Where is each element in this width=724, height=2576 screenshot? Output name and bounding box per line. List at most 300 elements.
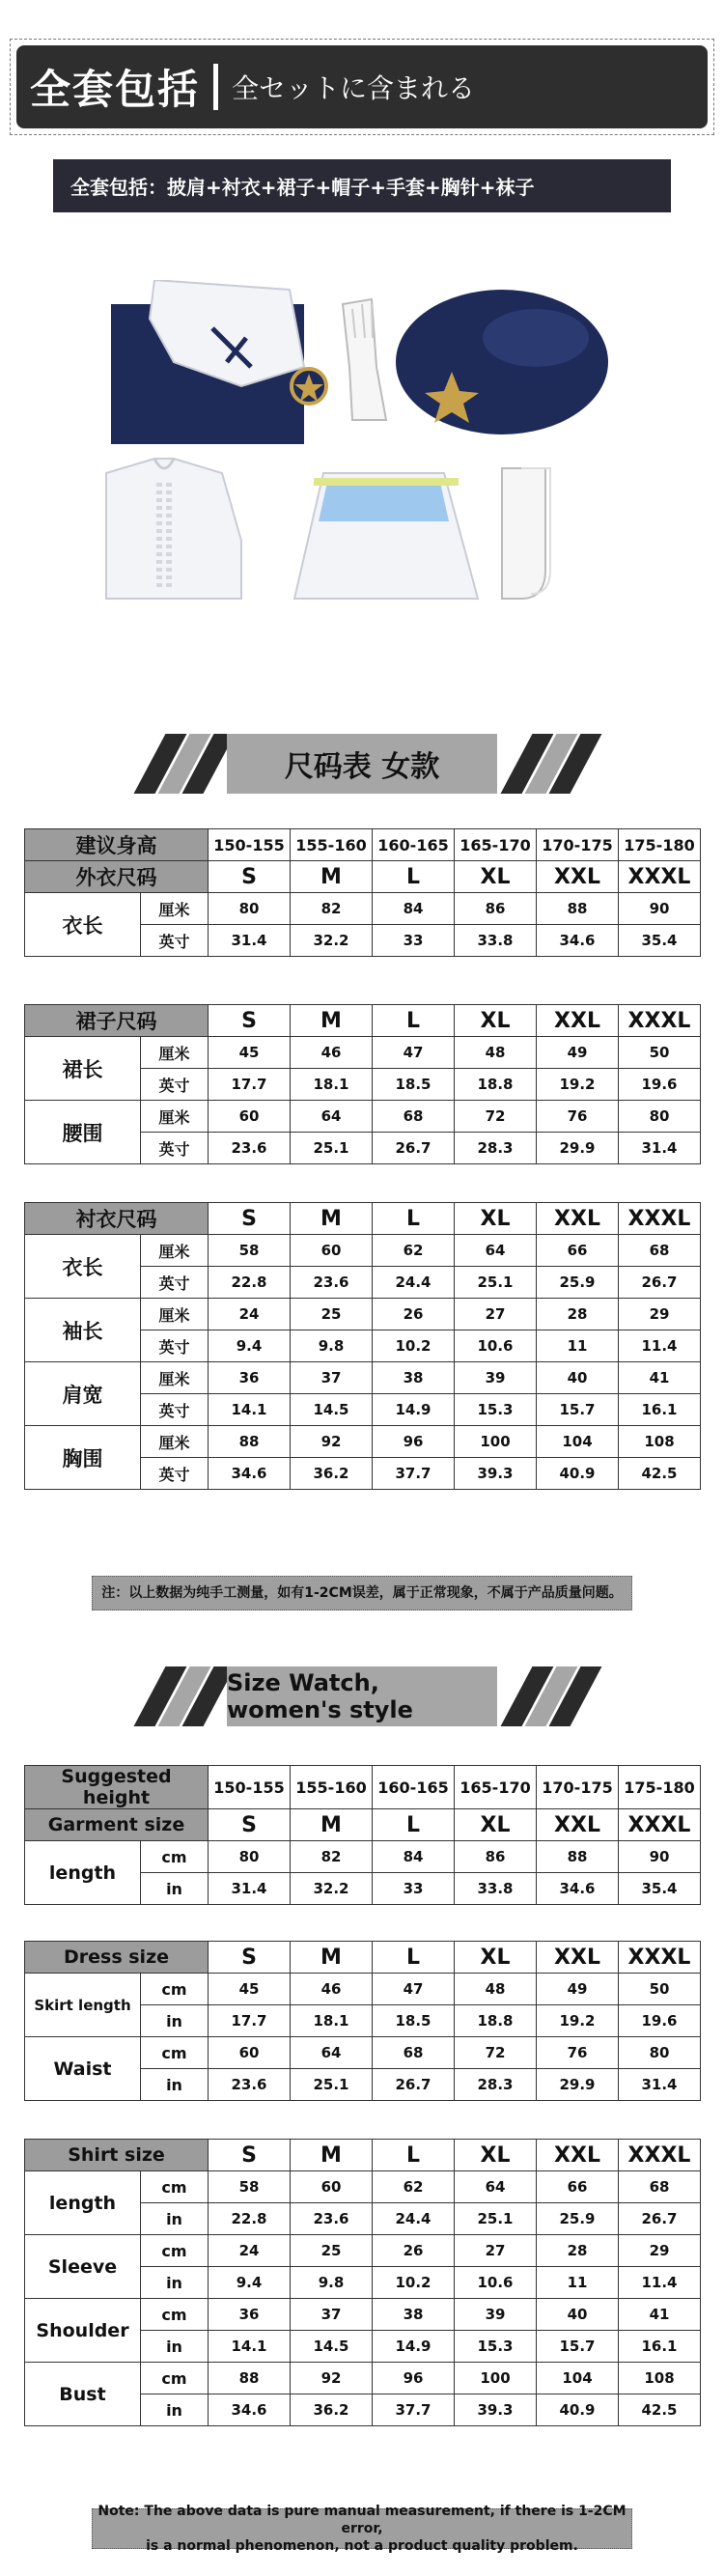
value-cell: 23.6 (291, 2203, 373, 2235)
table-row (25, 2363, 701, 2394)
value-cell: 72 (455, 1101, 537, 1133)
size-cell: M (291, 1809, 373, 1841)
value-cell: 41 (619, 2299, 701, 2331)
size-cell: M (291, 1942, 373, 1974)
value-cell: 9.4 (209, 1330, 291, 1362)
zh-shirt-table (24, 1202, 701, 1490)
value-cell: 50 (619, 1037, 701, 1069)
value-cell: 76 (537, 2037, 619, 2069)
value-cell: 40.9 (537, 1458, 619, 1490)
en-note (92, 2503, 632, 2555)
unit-cell: cm (141, 2235, 209, 2267)
value-cell: 25.1 (455, 1267, 537, 1299)
size-cell: S (209, 861, 291, 893)
value-cell: 18.8 (455, 1069, 537, 1101)
value-cell: 19.2 (537, 2005, 619, 2037)
size-cell: XXL (537, 861, 619, 893)
value-cell: 39 (455, 2299, 537, 2331)
value-cell: 64 (291, 2037, 373, 2069)
unit-cell: 厘米 (141, 1101, 209, 1133)
value-cell: 64 (455, 2171, 537, 2203)
value-cell: 17.7 (209, 1069, 291, 1101)
value-cell: 25.1 (455, 2203, 537, 2235)
value-cell: 26.7 (373, 1133, 455, 1164)
size-cell: XL (455, 1809, 537, 1841)
value-cell: 60 (209, 2037, 291, 2069)
value-cell: 39 (455, 1362, 537, 1394)
zh-garment-table (24, 828, 701, 957)
value-cell: 60 (209, 1101, 291, 1133)
value-cell: 29 (619, 2235, 701, 2267)
value-cell: 86 (455, 893, 537, 925)
value-cell: 18.5 (373, 2005, 455, 2037)
height-cell: 170-175 (537, 1766, 619, 1809)
value-cell: 18.1 (291, 2005, 373, 2037)
value-cell: 34.6 (209, 2394, 291, 2426)
en-note-line2: is a normal phenomenon, not a product quality problem. (146, 2538, 578, 2555)
measure-label-cell: 肩宽 (25, 1362, 141, 1426)
measure-label-cell: 裙长 (25, 1037, 141, 1101)
value-cell: 26 (373, 2235, 455, 2267)
value-cell: 72 (455, 2037, 537, 2069)
value-cell: 84 (373, 893, 455, 925)
height-cell: 170-175 (537, 829, 619, 861)
value-cell: 92 (291, 1426, 373, 1458)
height-cell: 160-165 (373, 829, 455, 861)
unit-cell: in (141, 2203, 209, 2235)
value-cell: 45 (209, 1037, 291, 1069)
header-title-zh: 全套包括 (30, 66, 201, 113)
value-cell: 16.1 (619, 2331, 701, 2363)
table-row (25, 861, 701, 893)
value-cell: 31.4 (619, 2069, 701, 2101)
table-row (25, 2037, 701, 2069)
size-cell: S (209, 1203, 291, 1235)
height-cell: 150-155 (209, 829, 291, 861)
value-cell: 47 (373, 1037, 455, 1069)
table-row (25, 2235, 701, 2267)
value-cell: 26.7 (619, 2203, 701, 2235)
value-cell: 90 (619, 893, 701, 925)
size-cell: L (373, 1005, 455, 1037)
value-cell: 26 (373, 1299, 455, 1330)
value-cell: 90 (619, 1841, 701, 1873)
size-cell: XXXL (619, 1942, 701, 1974)
value-cell: 14.9 (373, 1394, 455, 1426)
unit-cell: cm (141, 2037, 209, 2069)
value-cell: 108 (619, 2363, 701, 2394)
measure-label-cell: Waist (25, 2037, 141, 2101)
size-cell: XXXL (619, 1809, 701, 1841)
value-cell: 60 (291, 1235, 373, 1267)
size-label-cell: 外衣尺码 (25, 861, 209, 893)
value-cell: 24.4 (373, 1267, 455, 1299)
value-cell: 33.8 (455, 1873, 537, 1905)
unit-cell: 厘米 (141, 1037, 209, 1069)
value-cell: 88 (209, 1426, 291, 1458)
value-cell: 80 (619, 1101, 701, 1133)
size-cell: L (373, 1942, 455, 1974)
value-cell: 64 (455, 1235, 537, 1267)
value-cell: 14.1 (209, 1394, 291, 1426)
value-cell: 9.8 (291, 1330, 373, 1362)
value-cell: 18.5 (373, 1069, 455, 1101)
value-cell: 33.8 (455, 925, 537, 957)
size-cell: XXL (537, 1809, 619, 1841)
size-cell: XL (455, 1203, 537, 1235)
unit-cell: 英寸 (141, 1330, 209, 1362)
zh-dress-table (24, 1004, 701, 1164)
height-cell: 150-155 (209, 1766, 291, 1809)
en-garment-table (24, 1765, 701, 1905)
gloves-icon (343, 299, 386, 420)
unit-cell: 厘米 (141, 1235, 209, 1267)
value-cell: 36 (209, 1362, 291, 1394)
value-cell: 84 (373, 1841, 455, 1873)
unit-cell: cm (141, 2171, 209, 2203)
value-cell: 10.6 (455, 2267, 537, 2299)
zh-note (92, 1576, 632, 1610)
en-title-label: Size Watch, women's style (227, 1666, 497, 1726)
zh-section-title (140, 734, 584, 794)
value-cell: 45 (209, 1974, 291, 2005)
unit-cell: cm (141, 1974, 209, 2005)
product-illustration (97, 280, 637, 657)
value-cell: 80 (209, 893, 291, 925)
value-cell: 29 (619, 1299, 701, 1330)
value-cell: 35.4 (619, 925, 701, 957)
table-row (25, 2171, 701, 2203)
size-cell: S (209, 2140, 291, 2171)
value-cell: 10.6 (455, 1330, 537, 1362)
value-cell: 35.4 (619, 1873, 701, 1905)
size-cell: L (373, 1809, 455, 1841)
size-cell: M (291, 861, 373, 893)
value-cell: 15.7 (537, 2331, 619, 2363)
value-cell: 48 (455, 1974, 537, 2005)
unit-cell: 厘米 (141, 893, 209, 925)
value-cell: 14.5 (291, 1394, 373, 1426)
measure-label-cell: Skirt length (25, 1974, 141, 2037)
size-cell: XXXL (619, 2140, 701, 2171)
value-cell: 37.7 (373, 1458, 455, 1490)
table-row (25, 1005, 701, 1037)
value-cell: 28 (537, 2235, 619, 2267)
value-cell: 39.3 (455, 1458, 537, 1490)
value-cell: 10.2 (373, 1330, 455, 1362)
value-cell: 22.8 (209, 2203, 291, 2235)
size-cell: XXL (537, 1005, 619, 1037)
size-cell: XXL (537, 1203, 619, 1235)
size-cell: XL (455, 861, 537, 893)
value-cell: 42.5 (619, 2394, 701, 2426)
unit-cell: in (141, 1873, 209, 1905)
size-cell: L (373, 861, 455, 893)
value-cell: 29.9 (537, 1133, 619, 1164)
value-cell: 58 (209, 2171, 291, 2203)
size-cell: S (209, 1942, 291, 1974)
value-cell: 38 (373, 1362, 455, 1394)
unit-cell: 英寸 (141, 1133, 209, 1164)
table-row (25, 1426, 701, 1458)
value-cell: 14.5 (291, 2331, 373, 2363)
value-cell: 34.6 (537, 925, 619, 957)
value-cell: 82 (291, 893, 373, 925)
measure-label-cell: Sleeve (25, 2235, 141, 2299)
height-cell: 160-165 (373, 1766, 455, 1809)
value-cell: 88 (209, 2363, 291, 2394)
value-cell: 104 (537, 2363, 619, 2394)
value-cell: 11 (537, 1330, 619, 1362)
size-cell: XXL (537, 1942, 619, 1974)
unit-cell: cm (141, 2363, 209, 2394)
value-cell: 38 (373, 2299, 455, 2331)
value-cell: 17.7 (209, 2005, 291, 2037)
size-cell: XXL (537, 2140, 619, 2171)
height-cell: 175-180 (619, 829, 701, 861)
value-cell: 46 (291, 1037, 373, 1069)
value-cell: 80 (619, 2037, 701, 2069)
shirt-icon (106, 459, 241, 599)
size-cell: L (373, 2140, 455, 2171)
value-cell: 100 (455, 1426, 537, 1458)
value-cell: 25.9 (537, 1267, 619, 1299)
value-cell: 19.6 (619, 1069, 701, 1101)
value-cell: 33 (373, 1873, 455, 1905)
unit-cell: in (141, 2331, 209, 2363)
value-cell: 36.2 (291, 1458, 373, 1490)
value-cell: 58 (209, 1235, 291, 1267)
value-cell: 28.3 (455, 2069, 537, 2101)
value-cell: 31.4 (209, 1873, 291, 1905)
size-cell: M (291, 2140, 373, 2171)
value-cell: 25 (291, 1299, 373, 1330)
unit-cell: 英寸 (141, 1069, 209, 1101)
value-cell: 26.7 (373, 2069, 455, 2101)
value-cell: 80 (209, 1841, 291, 1873)
value-cell: 15.3 (455, 1394, 537, 1426)
unit-cell: 厘米 (141, 1426, 209, 1458)
value-cell: 37 (291, 1362, 373, 1394)
value-cell: 25 (291, 2235, 373, 2267)
value-cell: 39.3 (455, 2394, 537, 2426)
measure-label-cell: 胸围 (25, 1426, 141, 1490)
unit-cell: cm (141, 1841, 209, 1873)
value-cell: 24.4 (373, 2203, 455, 2235)
size-cell: M (291, 1203, 373, 1235)
size-label-cell: Dress size (25, 1942, 209, 1974)
unit-cell: 英寸 (141, 925, 209, 957)
en-dress-table (24, 1941, 701, 2101)
value-cell: 96 (373, 2363, 455, 2394)
size-cell: XXXL (619, 1203, 701, 1235)
en-note-line1: Note: The above data is pure manual measurement, if there is 1-2CM error, (97, 2503, 627, 2536)
header-title-jp: 全セットに含まれる (232, 72, 476, 104)
value-cell: 88 (537, 1841, 619, 1873)
unit-cell: 厘米 (141, 1299, 209, 1330)
value-cell: 32.2 (291, 1873, 373, 1905)
value-cell: 28.3 (455, 1133, 537, 1164)
size-cell: XL (455, 2140, 537, 2171)
value-cell: 40.9 (537, 2394, 619, 2426)
value-cell: 66 (537, 1235, 619, 1267)
unit-cell: 厘米 (141, 1362, 209, 1394)
value-cell: 62 (373, 1235, 455, 1267)
measure-label-cell: length (25, 1841, 141, 1905)
value-cell: 24 (209, 2235, 291, 2267)
value-cell: 27 (455, 2235, 537, 2267)
value-cell: 96 (373, 1426, 455, 1458)
value-cell: 34.6 (537, 1873, 619, 1905)
unit-cell: in (141, 2394, 209, 2426)
value-cell: 40 (537, 2299, 619, 2331)
value-cell: 23.6 (209, 1133, 291, 1164)
value-cell: 22.8 (209, 1267, 291, 1299)
value-cell: 68 (373, 2037, 455, 2069)
header-frame (10, 39, 714, 135)
value-cell: 60 (291, 2171, 373, 2203)
table-row (25, 1974, 701, 2005)
table-row (25, 1235, 701, 1267)
unit-cell: in (141, 2005, 209, 2037)
value-cell: 28 (537, 1299, 619, 1330)
skirt-icon (294, 473, 478, 599)
value-cell: 100 (455, 2363, 537, 2394)
brooch-icon (292, 369, 326, 404)
value-cell: 18.8 (455, 2005, 537, 2037)
table-row (25, 1299, 701, 1330)
value-cell: 68 (619, 1235, 701, 1267)
value-cell: 25.9 (537, 2203, 619, 2235)
value-cell: 24 (209, 1299, 291, 1330)
value-cell: 40 (537, 1362, 619, 1394)
measure-label-cell: 腰围 (25, 1101, 141, 1164)
size-cell: L (373, 1203, 455, 1235)
size-cell: XXXL (619, 861, 701, 893)
table-row (25, 1942, 701, 1974)
table-row (25, 1766, 701, 1809)
size-cell: S (209, 1809, 291, 1841)
value-cell: 33 (373, 925, 455, 957)
value-cell: 68 (619, 2171, 701, 2203)
unit-cell: cm (141, 2299, 209, 2331)
value-cell: 37 (291, 2299, 373, 2331)
value-cell: 15.7 (537, 1394, 619, 1426)
value-cell: 49 (537, 1037, 619, 1069)
value-cell: 23.6 (291, 1267, 373, 1299)
table-row (25, 1362, 701, 1394)
unit-cell: in (141, 2069, 209, 2101)
value-cell: 34.6 (209, 1458, 291, 1490)
unit-cell: 英寸 (141, 1458, 209, 1490)
value-cell: 37.7 (373, 2394, 455, 2426)
value-cell: 26.7 (619, 1267, 701, 1299)
value-cell: 11 (537, 2267, 619, 2299)
height-label-cell: Suggested height (25, 1766, 209, 1809)
value-cell: 10.2 (373, 2267, 455, 2299)
value-cell: 31.4 (209, 925, 291, 957)
value-cell: 50 (619, 1974, 701, 2005)
en-section-title (140, 1666, 584, 1726)
value-cell: 31.4 (619, 1133, 701, 1164)
height-cell: 165-170 (455, 829, 537, 861)
value-cell: 92 (291, 2363, 373, 2394)
value-cell: 36.2 (291, 2394, 373, 2426)
value-cell: 19.2 (537, 1069, 619, 1101)
value-cell: 32.2 (291, 925, 373, 957)
size-label-cell: 衬衣尺码 (25, 1203, 209, 1235)
measure-label-cell: length (25, 2171, 141, 2235)
height-cell: 165-170 (455, 1766, 537, 1809)
value-cell: 9.4 (209, 2267, 291, 2299)
value-cell: 62 (373, 2171, 455, 2203)
cape-icon (111, 280, 304, 444)
size-cell: M (291, 1005, 373, 1037)
value-cell: 16.1 (619, 1394, 701, 1426)
value-cell: 27 (455, 1299, 537, 1330)
measure-label-cell: 袖长 (25, 1299, 141, 1362)
size-cell: S (209, 1005, 291, 1037)
size-label-cell: Shirt size (25, 2140, 209, 2171)
header-divider (213, 64, 218, 110)
measure-label-cell: Shoulder (25, 2299, 141, 2363)
value-cell: 108 (619, 1426, 701, 1458)
en-shirt-table (24, 2139, 701, 2426)
value-cell: 47 (373, 1974, 455, 2005)
unit-cell: 英寸 (141, 1394, 209, 1426)
includes-text: 全套包括：披肩+衬衣+裙子+帽子+手套+胸针+袜子 (70, 176, 535, 199)
unit-cell: in (141, 2267, 209, 2299)
size-cell: XL (455, 1005, 537, 1037)
size-label-cell: Garment size (25, 1809, 209, 1841)
value-cell: 42.5 (619, 1458, 701, 1490)
value-cell: 14.1 (209, 2331, 291, 2363)
value-cell: 104 (537, 1426, 619, 1458)
table-row (25, 1203, 701, 1235)
zh-note-text: 注：以上数据为纯手工测量，如有1-2CM误差，属于正常现象，不属于产品质量问题。 (101, 1584, 623, 1601)
value-cell: 76 (537, 1101, 619, 1133)
measure-label-cell: 衣长 (25, 893, 141, 957)
value-cell: 46 (291, 1974, 373, 2005)
zh-title-label: 尺码表 女款 (227, 734, 497, 794)
size-label-cell: 裙子尺码 (25, 1005, 209, 1037)
value-cell: 9.8 (291, 2267, 373, 2299)
includes-bar (53, 159, 671, 212)
value-cell: 25.1 (291, 1133, 373, 1164)
table-row (25, 1841, 701, 1873)
value-cell: 48 (455, 1037, 537, 1069)
value-cell: 36 (209, 2299, 291, 2331)
unit-cell: 英寸 (141, 1267, 209, 1299)
value-cell: 11.4 (619, 1330, 701, 1362)
size-cell: XL (455, 1942, 537, 1974)
height-cell: 155-160 (291, 829, 373, 861)
value-cell: 15.3 (455, 2331, 537, 2363)
height-label-cell: 建议身高 (25, 829, 209, 861)
hat-icon (396, 290, 608, 434)
table-row (25, 1037, 701, 1069)
value-cell: 18.1 (291, 1069, 373, 1101)
table-row (25, 2140, 701, 2171)
value-cell: 11.4 (619, 2267, 701, 2299)
value-cell: 68 (373, 1101, 455, 1133)
value-cell: 25.1 (291, 2069, 373, 2101)
value-cell: 66 (537, 2171, 619, 2203)
size-cell: XXXL (619, 1005, 701, 1037)
measure-label-cell: 衣长 (25, 1235, 141, 1299)
value-cell: 19.6 (619, 2005, 701, 2037)
value-cell: 64 (291, 1101, 373, 1133)
